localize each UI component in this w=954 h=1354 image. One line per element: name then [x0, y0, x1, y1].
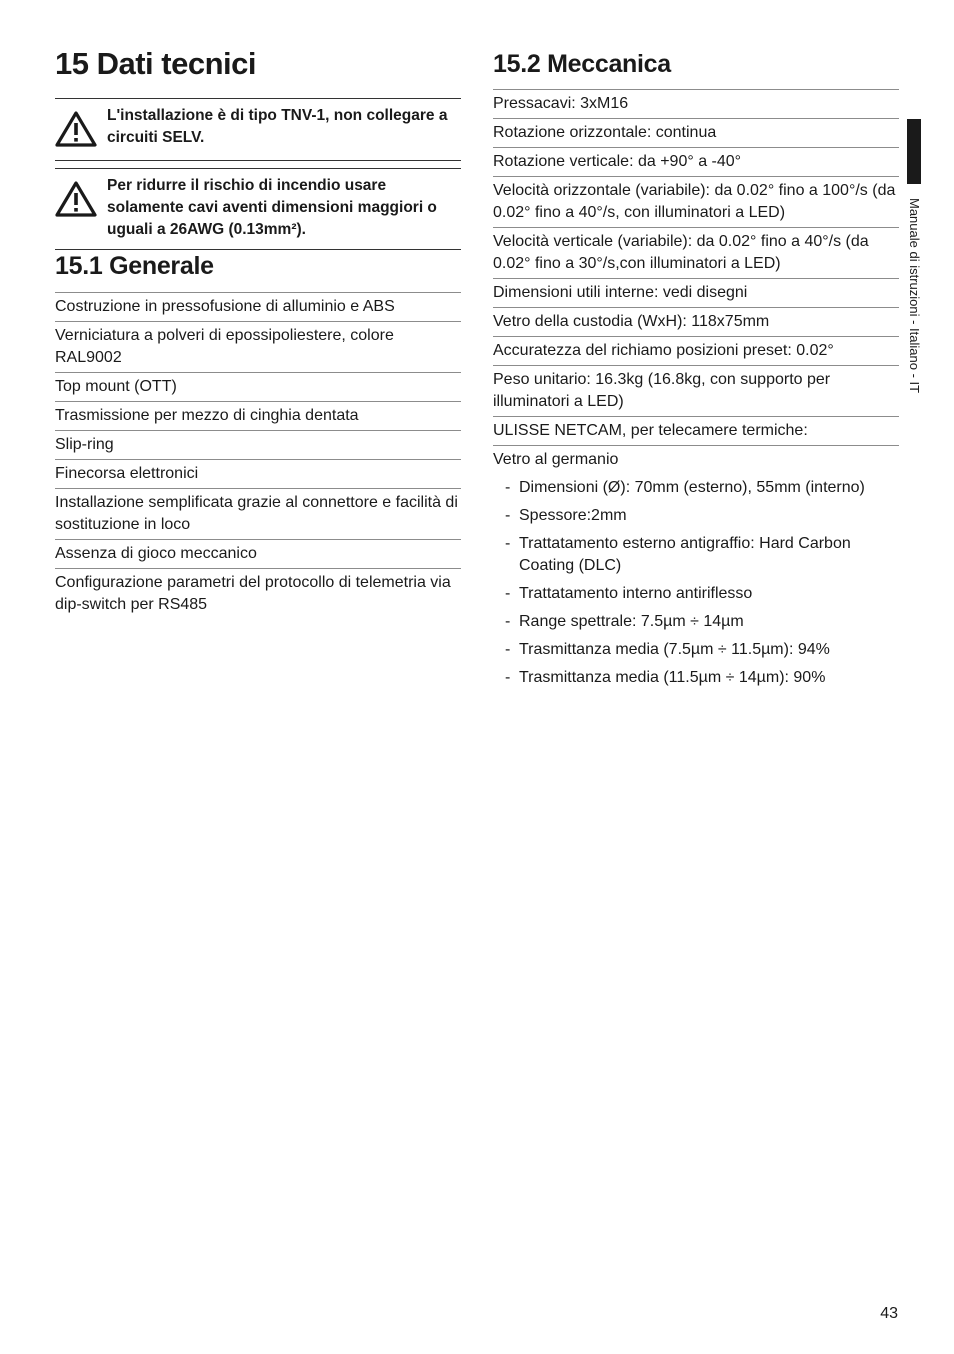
dash-bullet: - [505, 479, 511, 496]
list-item [505, 502, 899, 530]
general-spec-table [55, 292, 461, 619]
list-item [505, 580, 899, 608]
list-item-text: Trattatamento esterno antigraffio: Hard Carbon Coating (DLC) [519, 535, 851, 574]
list-item [505, 474, 899, 502]
list-item-text: Trasmittanza media (7.5µm ÷ 11.5µm): 94% [519, 641, 830, 658]
list-item-text: Trattatamento interno antiriflesso [519, 585, 753, 602]
list-item [505, 608, 899, 636]
table-row: Costruzione in pressofusione di alluminio e ABS [55, 292, 461, 321]
table-row: Top mount (OTT) [55, 372, 461, 401]
table-row: Finecorsa elettronici [55, 459, 461, 488]
list-item-text: Dimensioni (Ø): 70mm (esterno), 55mm (interno) [519, 479, 865, 496]
table-row: Vetro della custodia (WxH): 118x75mm [493, 307, 899, 336]
page-title: 15 Dati tecnici [55, 46, 256, 81]
table-row: Rotazione orizzontale: continua [493, 118, 899, 147]
table-row: Velocità orizzontale (variabile): da 0.02° fino a 100°/s (da 0.02° fino a 40°/s, con illuminatori a LED) [493, 176, 899, 227]
page-number: 43 [880, 1305, 898, 1322]
table-row: Assenza di gioco meccanico [55, 539, 461, 568]
warning-box [55, 98, 461, 161]
warnings-block [55, 98, 461, 250]
section-heading-general: 15.1 Generale [55, 252, 214, 280]
list-item-text: Range spettrale: 7.5µm ÷ 14µm [519, 613, 744, 630]
glass-spec-list [493, 474, 899, 692]
glass-heading: Vetro al germanio [493, 451, 619, 468]
list-item-text: Trasmittanza media (11.5µm ÷ 14µm): 90% [519, 669, 826, 686]
list-item-text: Spessore:2mm [519, 507, 627, 524]
list-item [505, 636, 899, 664]
table-row: ULISSE NETCAM, per telecamere termiche: [493, 416, 899, 446]
list-item [505, 664, 899, 692]
dash-bullet: - [505, 507, 511, 524]
table-row: Dimensioni utili interne: vedi disegni [493, 278, 899, 307]
warning-text: Per ridurre il rischio di incendio usare solamente cavi aventi dimensioni maggiori o uguali a 26AWG (0.13mm²). [107, 177, 437, 238]
dash-bullet: - [505, 669, 511, 686]
warning-text: L'installazione è di tipo TNV-1, non collegare a circuiti SELV. [107, 107, 448, 146]
dash-bullet: - [505, 535, 511, 552]
table-row: Trasmissione per mezzo di cinghia dentata [55, 401, 461, 430]
mechanics-spec-table [493, 89, 899, 692]
dash-bullet: - [505, 641, 511, 658]
table-row: Peso unitario: 16.3kg (16.8kg, con supporto per illuminatori a LED) [493, 365, 899, 416]
table-row: Pressacavi: 3xM16 [493, 89, 899, 118]
manual-side-label: Manuale di istruzioni - Italiano - IT [907, 198, 922, 394]
table-row: Rotazione verticale: da +90° a -40° [493, 147, 899, 176]
dash-bullet: - [505, 613, 511, 630]
table-row: Slip-ring [55, 430, 461, 459]
table-row: Configurazione parametri del protocollo di telemetria via dip-switch per RS485 [55, 568, 461, 619]
warning-triangle-icon [55, 175, 99, 222]
warning-box [55, 168, 461, 250]
chapter-tab-marker [907, 119, 921, 184]
section-heading-mechanics: 15.2 Meccanica [493, 50, 671, 78]
list-item [505, 530, 899, 580]
dash-bullet: - [505, 585, 511, 602]
table-row: Installazione semplificata grazie al connettore e facilità di sostituzione in loco [55, 488, 461, 539]
table-row: Velocità verticale (variabile): da 0.02° fino a 40°/s (da 0.02° fino a 30°/s,con illuminatori a LED) [493, 227, 899, 278]
table-row: Accuratezza del richiamo posizioni preset: 0.02° [493, 336, 899, 365]
table-row: Verniciatura a polveri di epossipoliestere, colore RAL9002 [55, 321, 461, 372]
warning-triangle-icon [55, 105, 99, 152]
